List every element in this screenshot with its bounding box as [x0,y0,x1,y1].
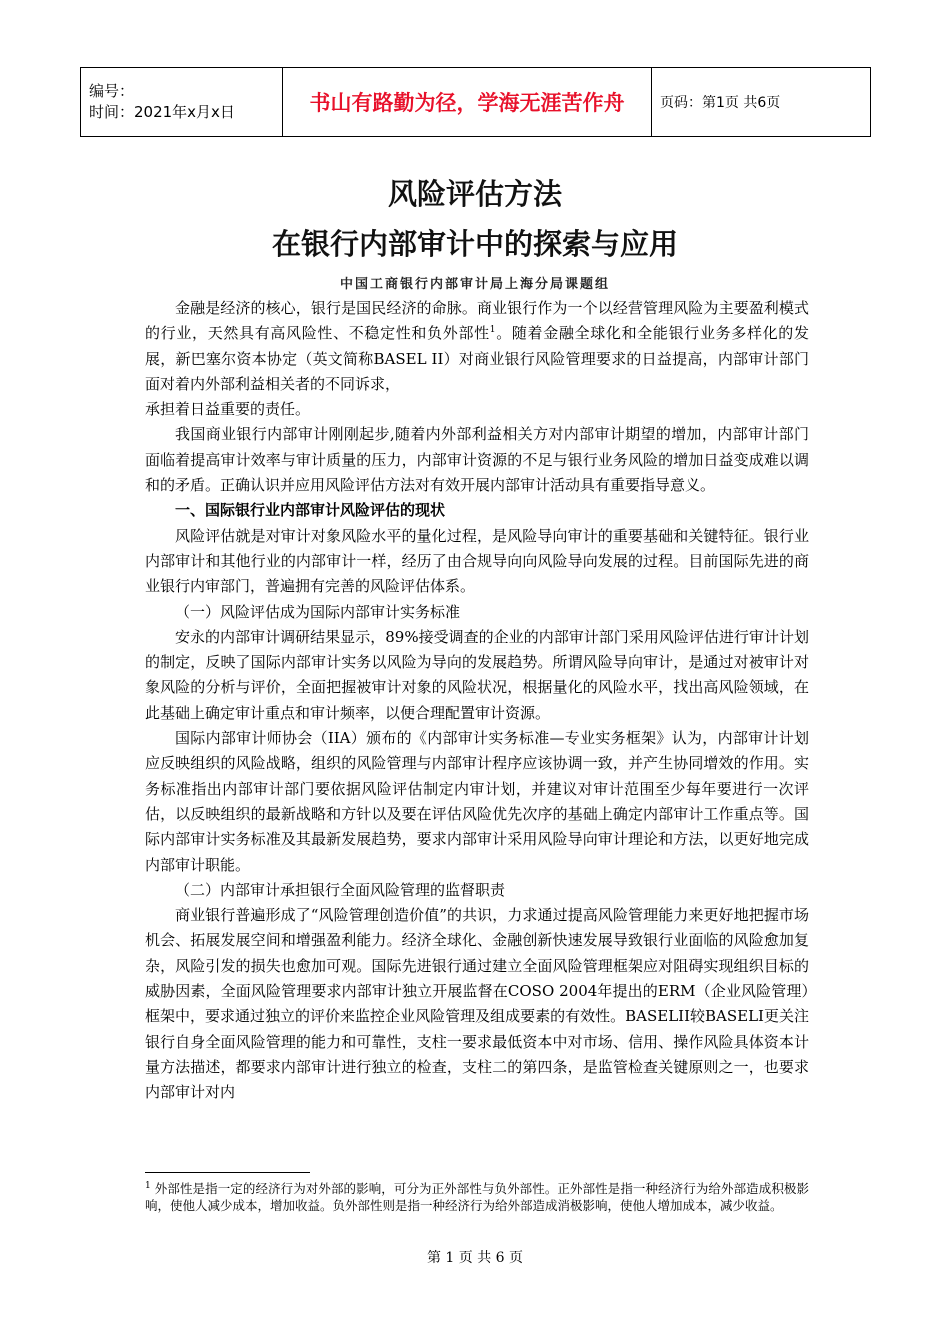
document-number-label: 编号： [89,82,135,100]
paragraph-3: 风险评估就是对审计对象风险水平的量化过程，是风险导向审计的重要基础和关键特征。银行业内部审计和其他行业的内部审计一样，经历了由合规导向向风险导向发展的过程。目前国际先进的商业银行内审部门，普遍拥有完善的风险评估体系。 [145,526,809,596]
paragraph-1-tail: 承担着日益重要的责任。 [145,400,311,419]
document-body [145,296,809,1106]
paragraph-1 [145,296,809,397]
paragraph-6: 商业银行普遍形成了“风险管理创造价值”的共识，力求通过提高风险管理能力来更好地把握市场机会、拓展发展空间和增强盈利能力。经济全球化、金融创新快速发展导致银行业面临的风险愈加复杂，风险引发的损失也愈加可观。国际先进银行通过建立全面风险管理框架应对阻碍实现组织目标的威胁因素，全面风险管理要求内部审计独立开展监督在COSO 2004年提出的ERM（企业风险管理）框架中，要求通过独立的评价来监控企业风险管理及组成要素的有效性。BASELII较BASELI更关注银行自身全面风险管理的能力和可靠性，支柱一要求最低资本中对市场、信用、操作风险具体资本计量方法描述，都要求内部审计进行独立的检查，支柱二的第四条，是监管检查关键原则之一，也要求内部审计对内 [145,906,809,1102]
header-table [80,67,871,137]
document-date-label: 时间：2021年x月x日 [89,103,235,121]
author-line: 中国工商银行内部审计局上海分局课题组 [339,277,610,292]
document-title-line1: 风险评估方法 [387,177,562,211]
footnote-mark: 1 [145,1180,151,1191]
header-page-info: 页码：第1页 共6页 [652,68,871,137]
paragraph-5: 国际内部审计师协会（IIA）颁布的《内部审计实务标准—专业实务框架》认为，内部审计计划应反映组织的风险战略，组织的风险管理与内部审计程序应该协调一致，并产生协同增效的作用。实务标准指出内部审计部门要依据风险评估制定内审计划，并建议对审计范围至少每年要进行一次评估，以反映组织的最新战略和方针以及要在评估风险优先次序的基础上确定内部审计工作重点等。国际内部审计实务标准及其最新发展趋势，要求内部审计采用风险导向审计理论和方法，以更好地完成内部审计职能。 [145,729,809,874]
document-title-line2: 在银行内部审计中的探索与应用 [271,227,678,261]
header-meta-cell [81,68,283,137]
subsection-heading-2: （二）内部审计承担银行全面风险管理的监督职责 [175,880,506,899]
page-footer: 第 1 页 共 6 页 [426,1250,524,1266]
footnote-ref[interactable]: 1 [489,325,496,336]
paragraph-2: 我国商业银行内部审计刚刚起步,随着内外部利益相关方对内部审计期望的增加，内部审计部门面临着提高审计效率与审计质量的压力，内部审计资源的不足与银行业务风险的增加日益变成难以调和的矛盾。正确认识并应用风险评估方法对有效开展内部审计活动具有重要指导意义。 [145,425,809,495]
paragraph-1-text-cont: 。随着金融全球化和全能银行业务多样化的发展，新巴塞尔资本协定（英文简称BASEL II）对商业银行风险管理要求的日益提高，内部审计部门面对着内外部利益相关者的不同诉求， [145,324,809,393]
footnote-text: 外部性是指一定的经济行为对外部的影响，可分为正外部性与负外部性。正外部性是指一种经济行为给外部造成积极影响，使他人减少成本，增加收益。负外部性则是指一种经济行为给外部造成消极影响，使他人增加成本，减少收益。 [145,1181,809,1213]
footnote [145,1180,809,1214]
paragraph-1-text: 金融是经济的核心，银行是国民经济的命脉。商业银行作为一个以经营管理风险为主要盈利模式的行业，天然具有高风险性、不稳定性和负外部性 [145,299,809,343]
subsection-heading-1: （一）风险评估成为国际内部审计实务标准 [175,602,461,621]
footnote-divider [145,1172,310,1173]
header-motto: 书山有路勤为径，学海无涯苦作舟 [283,68,652,137]
paragraph-4: 安永的内部审计调研结果显示，89%接受调查的企业的内部审计部门采用风险评估进行审计计划的制定，反映了国际内部审计实务以风险为导向的发展趋势。所谓风险导向审计，是通过对被审计对象风险的分析与评价，全面把握被审计对象的风险状况，根据量化的风险水平，找出高风险领域，在此基础上确定审计重点和审计频率，以便合理配置审计资源。 [145,627,809,722]
section-heading-1: 一、国际银行业内部审计风险评估的现状 [175,501,446,520]
